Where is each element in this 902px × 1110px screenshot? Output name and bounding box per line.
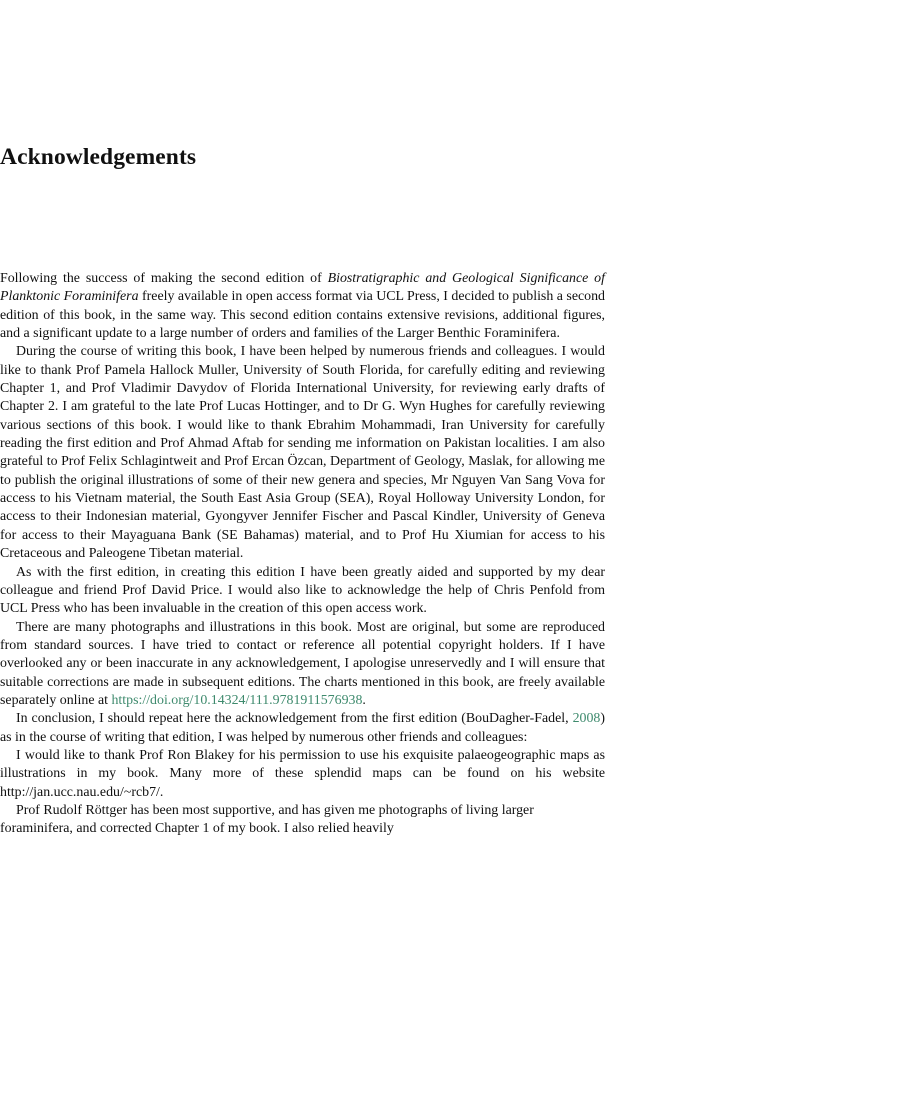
body-text-container [0,270,605,839]
paragraph-4-text-a: There are many photographs and illustrations in this book. Most are original, but some are reproduced from standard sources. I have tried to contact or reference all potential copyright holders. If I have overlooked any or been inaccurate in any acknowledgement, I apologise unreservedly and I will ensure that suitable corrections are made in subsequent editions. The charts mentioned in this book, are freely available separately online at [0,619,605,708]
page-title: Acknowledgements [0,144,197,170]
paragraph-5-text-b: ) as in the course of writing that edition, I was helped by numerous other friends and colleagues: [0,711,605,745]
paragraph-5 [0,710,605,747]
paragraph-5-text-a: In conclusion, I should repeat here the acknowledgement from the first edition (BouDagher-Fadel, [16,711,573,727]
paragraph-4-text-b: . [362,692,366,708]
paragraph-2: During the course of writing this book, I have been helped by numerous friends and colleagues. I would like to thank Prof Pamela Hallock Muller, University of South Florida, for carefully editing and reviewing Chapter 1, and Prof Vladimir Davydov of Florida International University, for reviewing early drafts of Chapter 2. I am grateful to the late Prof Lucas Hottinger, and to Dr G. Wyn Hughes for carefully reviewing various sections of this book. I would like to thank Ebrahim Mohammadi, Iran University for carefully reading the first edition and Prof Ahmad Aftab for sending me information on Pakistan localities. I am also grateful to Prof Felix Schlagintweit and Prof Ercan Özcan, Department of Geology, Maslak, for allowing me to publish the original illustrations of some of their new genera and species, Mr Nguyen Van Sang Vova for access to his Vietnam material, the South East Asia Group (SEA), Royal Holloway University London, for access to their Indonesian material, Gyongyver Jennifer Fischer and Pascal Kindler, University of Geneva for access to their Mayaguana Bank (SE Bahamas) material, and to Prof Hu Xiumian for access to his Cretaceous and Paleogene Tibetan material. [0,344,605,562]
book-title-italic: Biostratigraphic and Geological Significance of Planktonic Foraminifera [0,271,605,305]
paragraph-1 [0,270,605,343]
citation-year-link[interactable]: 2008 [572,711,601,727]
paragraph-1-text-a: Following the success of making the second edition of [0,271,328,286]
paragraph-4 [0,619,605,711]
paragraph-6: I would like to thank Prof Ron Blakey for his permission to use his exquisite palaeogeographic maps as illustrations in my book. Many more of these splendid maps can be found on his website http://jan.ucc.nau.edu/~rcb7/. [0,747,605,800]
paragraph-3: As with the first edition, in creating this edition I have been greatly aided and supported by my dear colleague and friend Prof David Price. I would also like to acknowledge the help of Chris Penfold from UCL Press who has been invaluable in the creation of this open access work. [0,564,605,617]
doi-link[interactable]: https://doi.org/10.14324/111.9781911576938 [111,692,363,708]
paragraph-1-text-b: freely available in open access format via UCL Press, I decided to publish a second edition of this book, in the same way. This second edition contains extensive revisions, additional figures, and a significant update to a large number of orders and families of the Larger Benthic Foraminifera. [0,289,606,342]
paragraph-7: Prof Rudolf Röttger has been most supportive, and has given me photographs of living larger foraminifera, and corrected Chapter 1 of my book. I also relied heavily [0,802,534,837]
